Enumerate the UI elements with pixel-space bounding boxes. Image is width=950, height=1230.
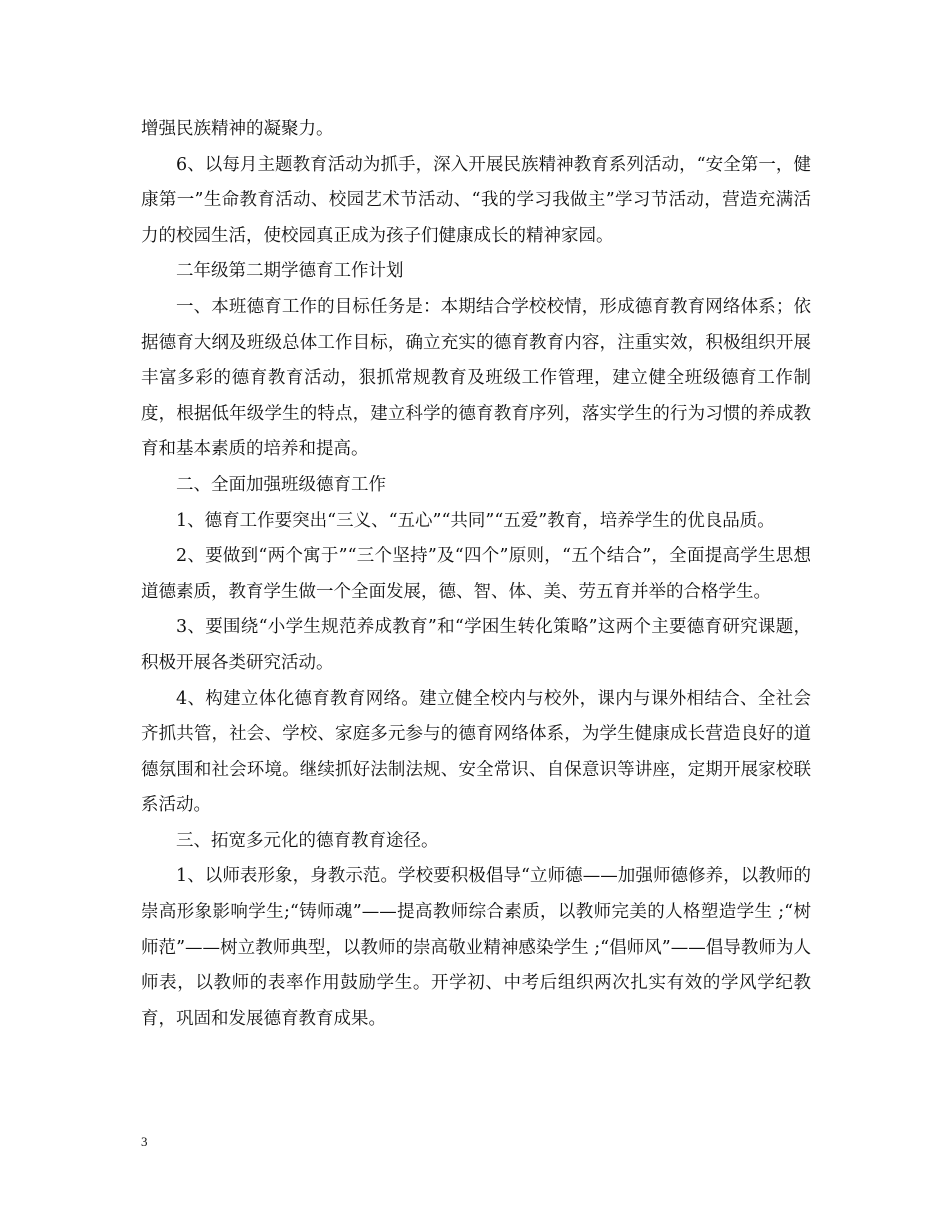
section-heading: 三、拓宽多元化的德育教育途径。 bbox=[176, 830, 439, 851]
paragraph: 4、构建立体化德育教育网络。建立健全校内与校外，课内与课外相结合、全社会齐抓共管，社会、学校、家庭多元参与的德育网络体系，为学生健康成长营造良好的道德氛围和社会环境。继续抓好法制法规、安全常识、自保意识等讲座，定期开展家校联系活动。 bbox=[141, 688, 811, 816]
paragraph: 增强民族精神的凝聚力。 bbox=[141, 119, 334, 139]
paragraph: 3、要围绕“小学生规范养成教育”和“学困生转化策略”这两个主要德育研究课题，积极开展各类研究活动。 bbox=[141, 617, 811, 673]
paragraph: 2、要做到“两个寓于”“三个坚持”及“四个”原则，“五个结合”，全面提高学生思想道德素质，教育学生做一个全面发展，德、智、体、美、劳五育并举的合格学生。 bbox=[141, 546, 811, 602]
page-number: 3 bbox=[141, 1134, 148, 1149]
paragraph: 6、以每月主题教育活动为抓手，深入开展民族精神教育系列活动，“安全第一，健康第一”生命教育活动、校园艺术节活动、“我的学习我做主”学习节活动，营造充满活力的校园生活，使校园真正成为孩子们健康成长的精神家园。 bbox=[141, 154, 811, 246]
section-title: 二年级第二期学德育工作计划 bbox=[176, 261, 404, 282]
section-heading: 二、全面加强班级德育工作 bbox=[176, 474, 386, 495]
paragraph: 1、以师表形象，身教示范。学校要积极倡导“立师德——加强师德修养，以教师的崇高形象影响学生;“铸师魂”——提高教师综合素质，以教师完美的人格塑造学生 ;“树师范”——树立教师典型，以教师的崇高敬业精神感染学生 ;“倡师风”——倡导教师为人师表，以教师的表率作用鼓励学生。开学初、中考后组织两次扎实有效的学风学纪教育，巩固和发展德育教育成果。 bbox=[141, 866, 811, 1029]
paragraph: 1、德育工作要突出“三义、“五心”“共同”“五爱”教育，培养学生的优良品质。 bbox=[176, 510, 775, 531]
document-body bbox=[141, 112, 811, 1037]
paragraph: 一、本班德育工作的目标任务是：本期结合学校校情，形成德育教育网络体系；依据德育大纲及班级总体工作目标，确立充实的德育教育内容，注重实效，积极组织开展丰富多彩的德育教育活动，狠抓常规教育及班级工作管理，建立健全班级德育工作制度，根据低年级学生的特点，建立科学的德育教育序列，落实学生的行为习惯的养成教育和基本素质的培养和提高。 bbox=[141, 296, 811, 460]
